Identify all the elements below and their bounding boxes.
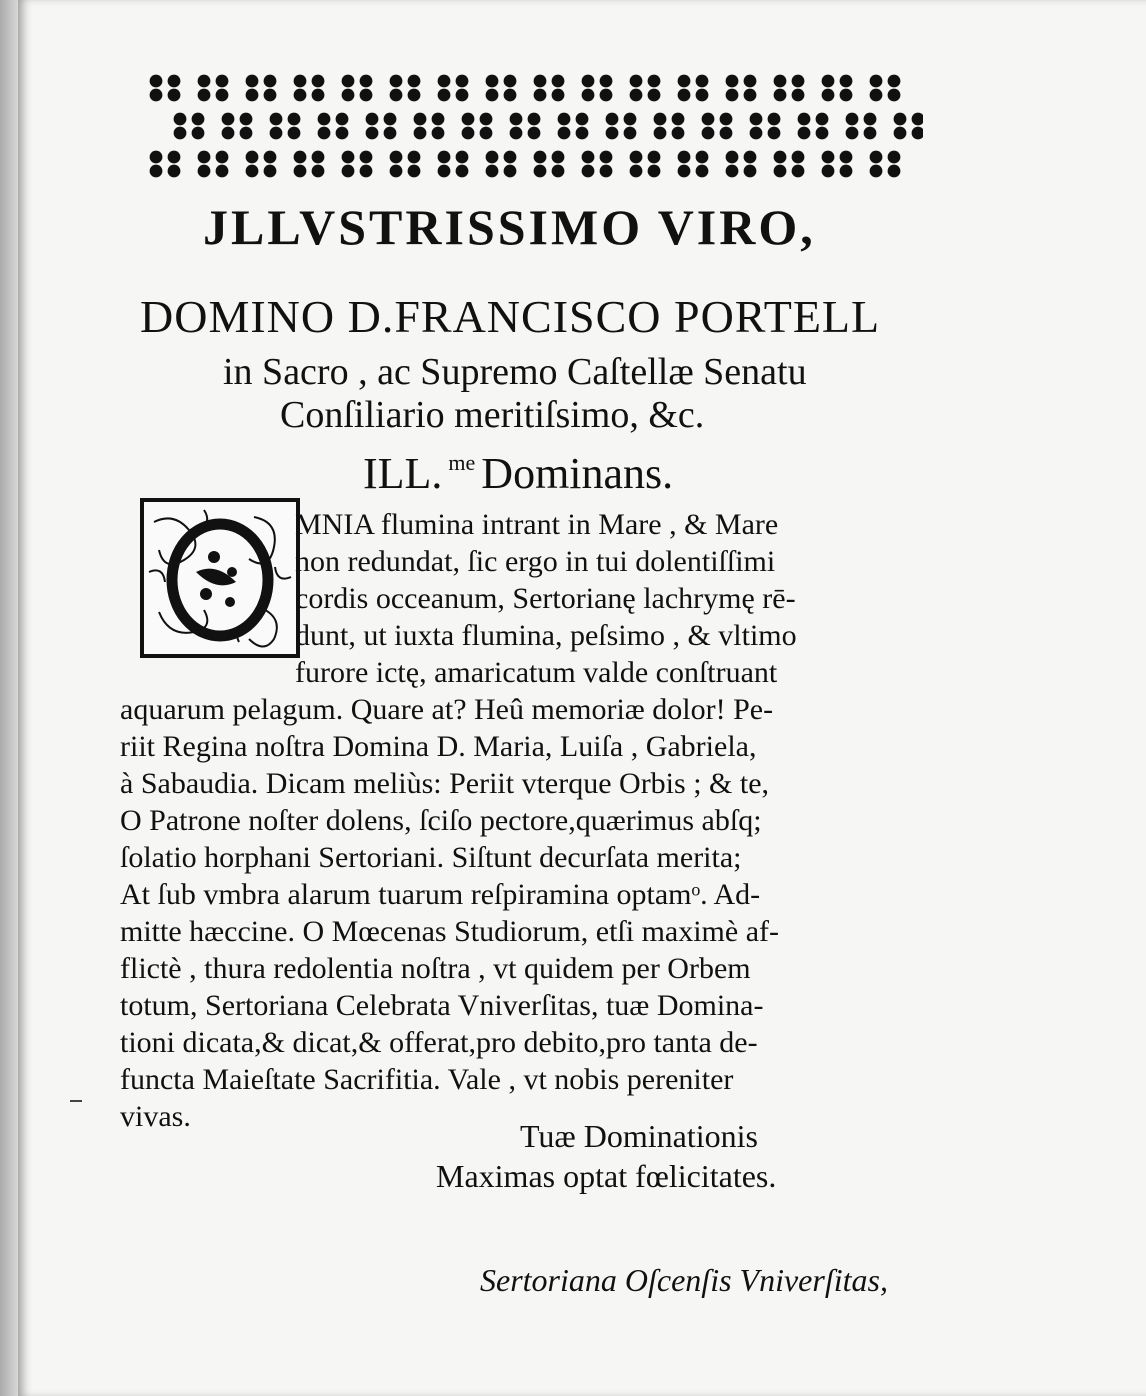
fleuron-ornament <box>846 113 877 140</box>
body-line: flictè , thura redolentia noſtra , vt quidem per Orbem <box>120 952 751 985</box>
fleuron-ornament <box>318 113 349 140</box>
body-line: furore ictę, amaricatum valde conſtruant <box>295 656 778 689</box>
fleuron-ornament <box>462 113 493 140</box>
salutation <box>363 448 673 499</box>
fleuron-ornament <box>582 151 613 178</box>
fleuron-ornament <box>822 75 853 102</box>
fleuron-ornament <box>726 151 757 178</box>
salutation-main: ILL. <box>363 449 443 498</box>
fleuron-ornament <box>870 75 901 102</box>
fleuron-ornament <box>438 151 469 178</box>
fleuron-ornament <box>534 75 565 102</box>
addressee-name: DOMINO D.FRANCISCO PORTELL <box>140 291 881 342</box>
fleuron-ornament <box>150 151 181 178</box>
fleuron-ornament <box>894 113 923 140</box>
fleuron-ornament <box>750 113 781 140</box>
fleuron-ornament <box>366 113 397 140</box>
fleuron-ornament <box>174 113 205 140</box>
page-gutter <box>0 0 18 1396</box>
fleuron-ornament <box>342 75 373 102</box>
fleuron-ornament <box>342 151 373 178</box>
salutation-superscript: me <box>448 450 476 475</box>
fleuron-ornament <box>558 113 589 140</box>
fleuron-ornament <box>678 151 709 178</box>
fleuron-ornament <box>390 75 421 102</box>
body-line: ſolatio horphani Sertoriani. Siſtunt decurſata merita; <box>120 841 742 874</box>
body-line: functa Maieſtate Sacrifitia. Vale , vt nobis pereniter <box>120 1063 734 1096</box>
fleuron-ornament <box>606 113 637 140</box>
fleuron-ornament <box>486 151 517 178</box>
fleuron-ornament <box>630 151 661 178</box>
fleuron-ornament <box>678 75 709 102</box>
fleuron-ornament <box>798 113 829 140</box>
addressee-office: in Sacro , ac Supremo Caſtellæ Senatu <box>223 351 807 393</box>
fleuron-ornament <box>774 151 805 178</box>
fleuron-ornament <box>198 75 229 102</box>
body-line: O Patrone noſter dolens, ſciſo pectore,quærimus abſq; <box>120 804 762 837</box>
addressee-title: Conſiliario meritiſsimo, &c. <box>280 394 705 436</box>
body-line: non redundat, ſic ergo in tui dolentiſſimi <box>295 545 776 578</box>
decorated-initial <box>140 498 300 658</box>
body-line: mitte hæccine. O Mœcenas Studiorum, etſi maximè af- <box>120 915 780 948</box>
body-line: totum, Sertoriana Celebrata Vniverſitas, tuæ Domina- <box>120 989 764 1022</box>
fleuron-ornament <box>726 75 757 102</box>
fleuron-ornament <box>294 151 325 178</box>
fleuron-ornament <box>870 151 901 178</box>
closing-line-1: Tuæ Dominationis <box>520 1118 758 1154</box>
body-line: à Sabaudia. Dicam meliùs: Periit vterque Orbis ; & te, <box>120 767 770 800</box>
fleuron-ornament <box>654 113 685 140</box>
body-line: cordis occeanum, Sertorianę lachrymę rē- <box>295 582 796 615</box>
fleuron-ornament <box>294 75 325 102</box>
body-line: vivas. <box>120 1100 191 1133</box>
fleuron-ornament <box>630 75 661 102</box>
signature: Sertoriana Oſcenſis Vniverſitas, <box>480 1262 888 1298</box>
fleuron-ornament <box>774 75 805 102</box>
body-line: tioni dicata,& dicat,& offerat,pro debito,pro tanta de- <box>120 1026 758 1059</box>
fleuron-ornament <box>390 151 421 178</box>
fleuron-ornament <box>246 75 277 102</box>
closing-line-2: Maximas optat fœlicitates. <box>436 1158 777 1194</box>
body-line: aquarum pelagum. Quare at? Heû memoriæ dolor! Pe- <box>120 693 774 726</box>
salutation-rest: Dominans. <box>481 449 674 498</box>
fleuron-ornament <box>822 151 853 178</box>
floral-ornament-band <box>143 70 923 182</box>
fleuron-ornament <box>222 113 253 140</box>
fleuron-ornament <box>270 113 301 140</box>
fleuron-ornament <box>534 151 565 178</box>
fleuron-ornament <box>246 151 277 178</box>
margin-mark <box>70 1100 82 1102</box>
fleuron-ornament <box>702 113 733 140</box>
book-page <box>18 0 1146 1396</box>
fleuron-ornament <box>150 75 181 102</box>
body-line: riit Regina noſtra Domina D. Maria, Luiſa , Gabriela, <box>120 730 757 763</box>
body-line: MNIA flumina intrant in Mare , & Mare <box>295 508 779 541</box>
fleuron-ornament <box>438 75 469 102</box>
fleuron-ornament <box>582 75 613 102</box>
fleuron-ornament <box>486 75 517 102</box>
fleuron-ornament <box>510 113 541 140</box>
page-title: JLLVSTRISSIMO VIRO, <box>203 199 816 255</box>
fleuron-ornament <box>414 113 445 140</box>
body-line: At ſub vmbra alarum tuarum reſpiramina optamᵒ. Ad- <box>120 878 761 911</box>
body-line: dunt, ut iuxta flumina, peſsimo , & vltimo <box>295 619 797 652</box>
fleuron-ornament <box>198 151 229 178</box>
